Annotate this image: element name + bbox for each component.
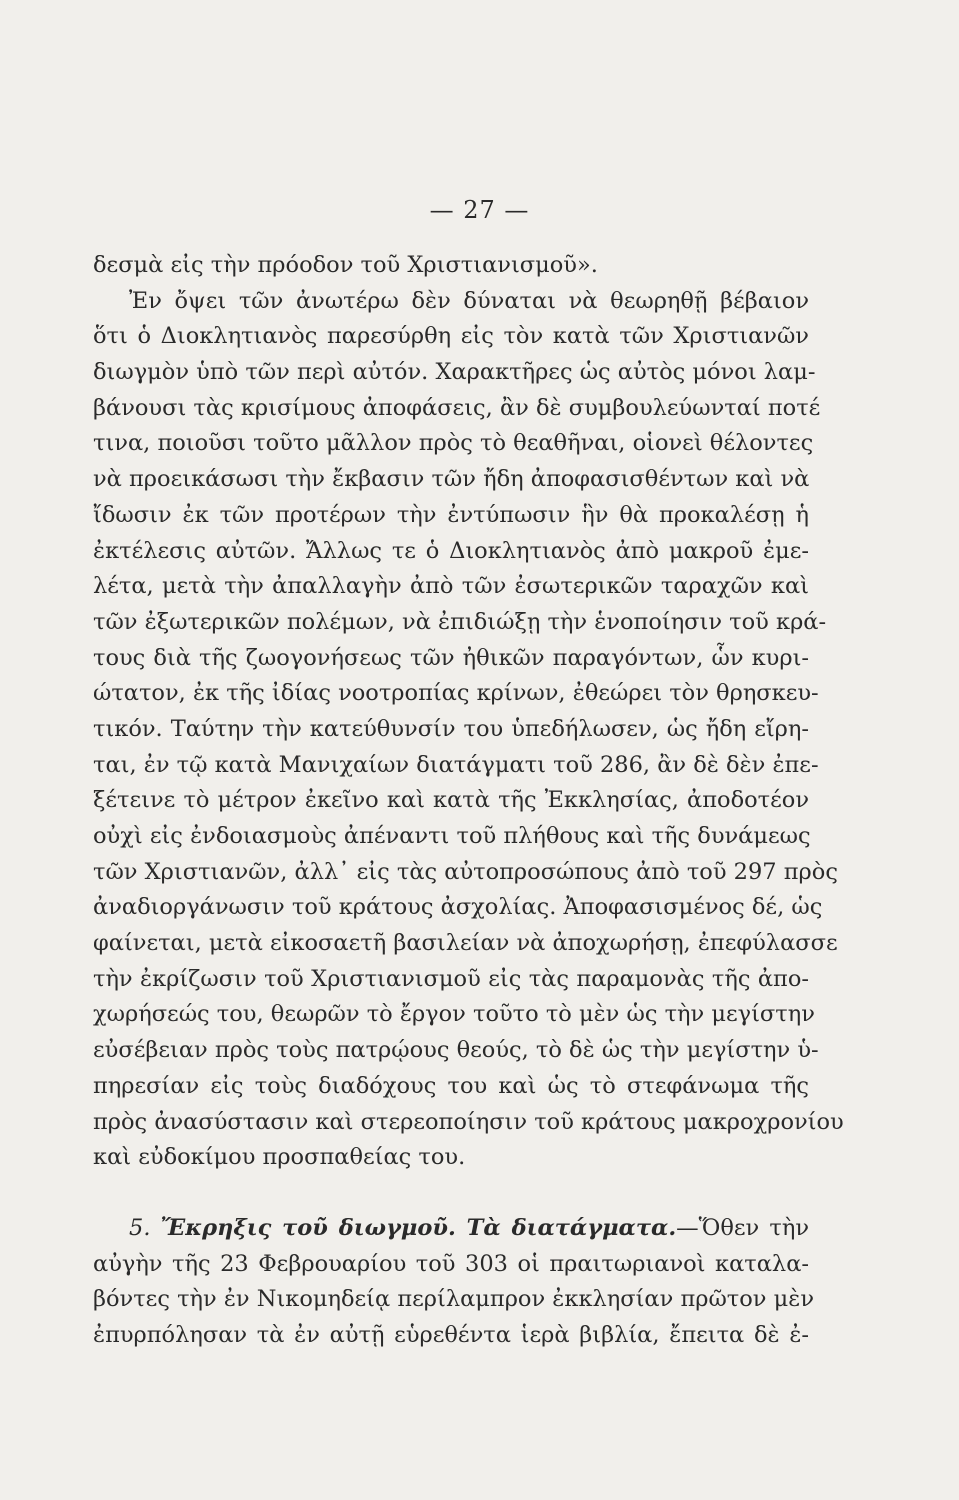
text-line: ἐπυρπόλησαν τὰ ἐν αὐτῇ εὑρεθέντα ἱερὰ βιβλία, ἔπειτα δὲ ἐ- <box>93 1321 809 1348</box>
text-line: εὐσέβειαν πρὸς τοὺς πατρῴους θεούς, τὸ δὲ ὡς τὴν μεγίστην ὑ- <box>93 1037 819 1064</box>
text-line: νὰ προεικάσωσι τὴν ἔκβασιν τῶν ἤδη ἀποφασισθέντων καὶ νὰ <box>93 466 810 493</box>
text-line: ἐκτέλεσις αὐτῶν. Ἄλλως τε ὁ Διοκλητιανὸς ἀπὸ μακροῦ ἐμε- <box>93 537 809 564</box>
text-line: βόντες τὴν ἐν Νικομηδείᾳ περίλαμπρον ἐκκλησίαν πρῶτον μὲν <box>93 1286 815 1313</box>
text-line: τὴν ἐκρίζωσιν τοῦ Χριστιανισμοῦ εἰς τὰς παραμονὰς τῆς ἀπο- <box>93 965 809 992</box>
section-gap <box>93 1176 809 1211</box>
text-line: αὐγὴν τῆς 23 Φεβρουαρίου τοῦ 303 οἱ πραιτωριανοὶ καταλα- <box>93 1250 809 1277</box>
text-line: τῶν Χριστιανῶν, ἀλλ᾽ εἰς τὰς αὐτοπροσώπους ἀπὸ τοῦ 297 πρὸς <box>93 858 838 885</box>
text-line: διωγμὸν ὑπὸ τῶν περὶ αὐτόν. Χαρακτῆρες ὡς αὐτὸς μόνοι λαμ- <box>93 359 816 386</box>
text-line: πηρεσίαν εἰς τοὺς διαδόχους του καὶ ὡς τὸ στεφάνωμα τῆς <box>93 1072 809 1099</box>
text-line: ἀναδιοργάνωσιν τοῦ κράτους ἀσχολίας. Ἀποφασισμένος δέ, ὡς <box>93 894 823 921</box>
text-line: ὅτι ὁ Διοκλητιανὸς παρεσύρθη εἰς τὸν κατὰ τῶν Χριστιανῶν <box>93 323 809 350</box>
text-line: καὶ εὐδοκίμου προσπαθείας του. <box>93 1144 466 1171</box>
section-heading-line <box>93 1211 809 1247</box>
text-line: τικόν. Ταύτην τὴν κατεύθυνσίν του ὑπεδήλωσεν, ὡς ἤδη εἴρη- <box>93 715 809 742</box>
section-number: 5. <box>129 1214 151 1241</box>
text-line: τους διὰ τῆς ζωογονήσεως τῶν ἠθικῶν παραγόντων, ὧν κυρι- <box>93 644 809 671</box>
page-number: — 27 — <box>429 196 530 224</box>
section-first-line-text: —Ὅθεν τὴν <box>676 1214 809 1241</box>
text-line: δεσμὰ εἰς τὴν πρόοδον τοῦ Χριστιανισμοῦ». <box>93 252 598 278</box>
text-line: τινα, ποιοῦσι τοῦτο μᾶλλον πρὸς τὸ θεαθῆναι, οἱονεὶ θέλοντες <box>93 430 814 457</box>
text-line: ξέτεινε τὸ μέτρον ἐκεῖνο καὶ κατὰ τῆς Ἐκκλησίας, ἀποδοτέον <box>93 787 809 814</box>
text-line: λέτα, μετὰ τὴν ἀπαλλαγὴν ἀπὸ τῶν ἐσωτερικῶν ταραχῶν καὶ <box>93 573 809 600</box>
body-text <box>93 248 844 1354</box>
text-line: τῶν ἐξωτερικῶν πολέμων, νὰ ἐπιδιώξῃ τὴν ἑνοποίησιν τοῦ κρά- <box>93 608 827 635</box>
text-line: βάνουσι τὰς κρισίμους ἀποφάσεις, ἂν δὲ συμβουλεύωνταί ποτέ <box>93 394 821 421</box>
text-line: χωρήσεώς του, θεωρῶν τὸ ἔργον τοῦτο τὸ μὲν ὡς τὴν μεγίστην <box>93 1001 815 1028</box>
text-line: ται, ἐν τῷ κατὰ Μανιχαίων διατάγματι τοῦ 286, ἂν δὲ δὲν ἐπε- <box>93 751 819 778</box>
text-line: ώτατον, ἐκ τῆς ἰδίας νοοτροπίας κρίνων, ἐθεώρει τὸν θρησκευ- <box>93 680 819 707</box>
text-line: ἴδωσιν ἐκ τῶν προτέρων τὴν ἐντύπωσιν ἣν θὰ προκαλέσῃ ἡ <box>93 501 809 528</box>
text-line: Ἐν ὄψει τῶν ἀνωτέρω δὲν δύναται νὰ θεωρηθῇ βέβαιον <box>129 287 809 314</box>
text-line: πρὸς ἀνασύστασιν καὶ στερεοποίησιν τοῦ κράτους μακροχρονίου <box>93 1108 844 1135</box>
text-line: φαίνεται, μετὰ εἰκοσαετῆ βασιλείαν νὰ ἀποχωρήσῃ, ἐπεφύλασσε <box>93 930 838 957</box>
section-title: Ἔκρηξις τοῦ διωγμοῦ. Τὰ διατάγματα. <box>160 1214 677 1241</box>
text-line: οὐχὶ εἰς ἐνδοιασμοὺς ἀπέναντι τοῦ πλήθους καὶ τῆς δυνάμεως <box>93 823 811 849</box>
